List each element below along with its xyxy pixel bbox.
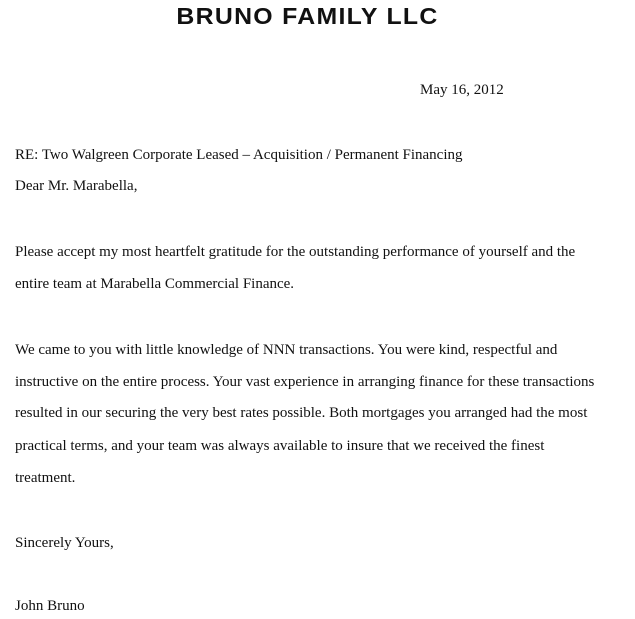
- letter-date: May 16, 2012: [420, 82, 504, 98]
- paragraph-2-line-2: instructive on the entire process. Your vast experience in arranging finance for these transactions: [15, 374, 595, 390]
- paragraph-1-line-2: entire team at Marabella Commercial Finance.: [15, 276, 295, 292]
- salutation: Dear Mr. Marabella,: [15, 178, 138, 194]
- paragraph-2-line-3: resulted in our securing the very best rates possible. Both mortgages you arranged had the most: [15, 405, 588, 421]
- signature-name: John Bruno: [15, 598, 85, 614]
- paragraph-1-line-1: Please accept my most heartfelt gratitude for the outstanding performance of yourself and the: [15, 244, 576, 260]
- paragraph-2-line-5: treatment.: [15, 470, 76, 486]
- letterhead-title: BRUNO FAMILY LLC: [176, 3, 439, 29]
- paragraph-2-line-1: We came to you with little knowledge of NNN transactions. You were kind, respectful and: [15, 342, 558, 358]
- closing: Sincerely Yours,: [15, 535, 114, 551]
- subject-line: RE: Two Walgreen Corporate Leased – Acquisition / Permanent Financing: [15, 147, 463, 163]
- paragraph-2-line-4: practical terms, and your team was always available to insure that we received the finest: [15, 438, 545, 454]
